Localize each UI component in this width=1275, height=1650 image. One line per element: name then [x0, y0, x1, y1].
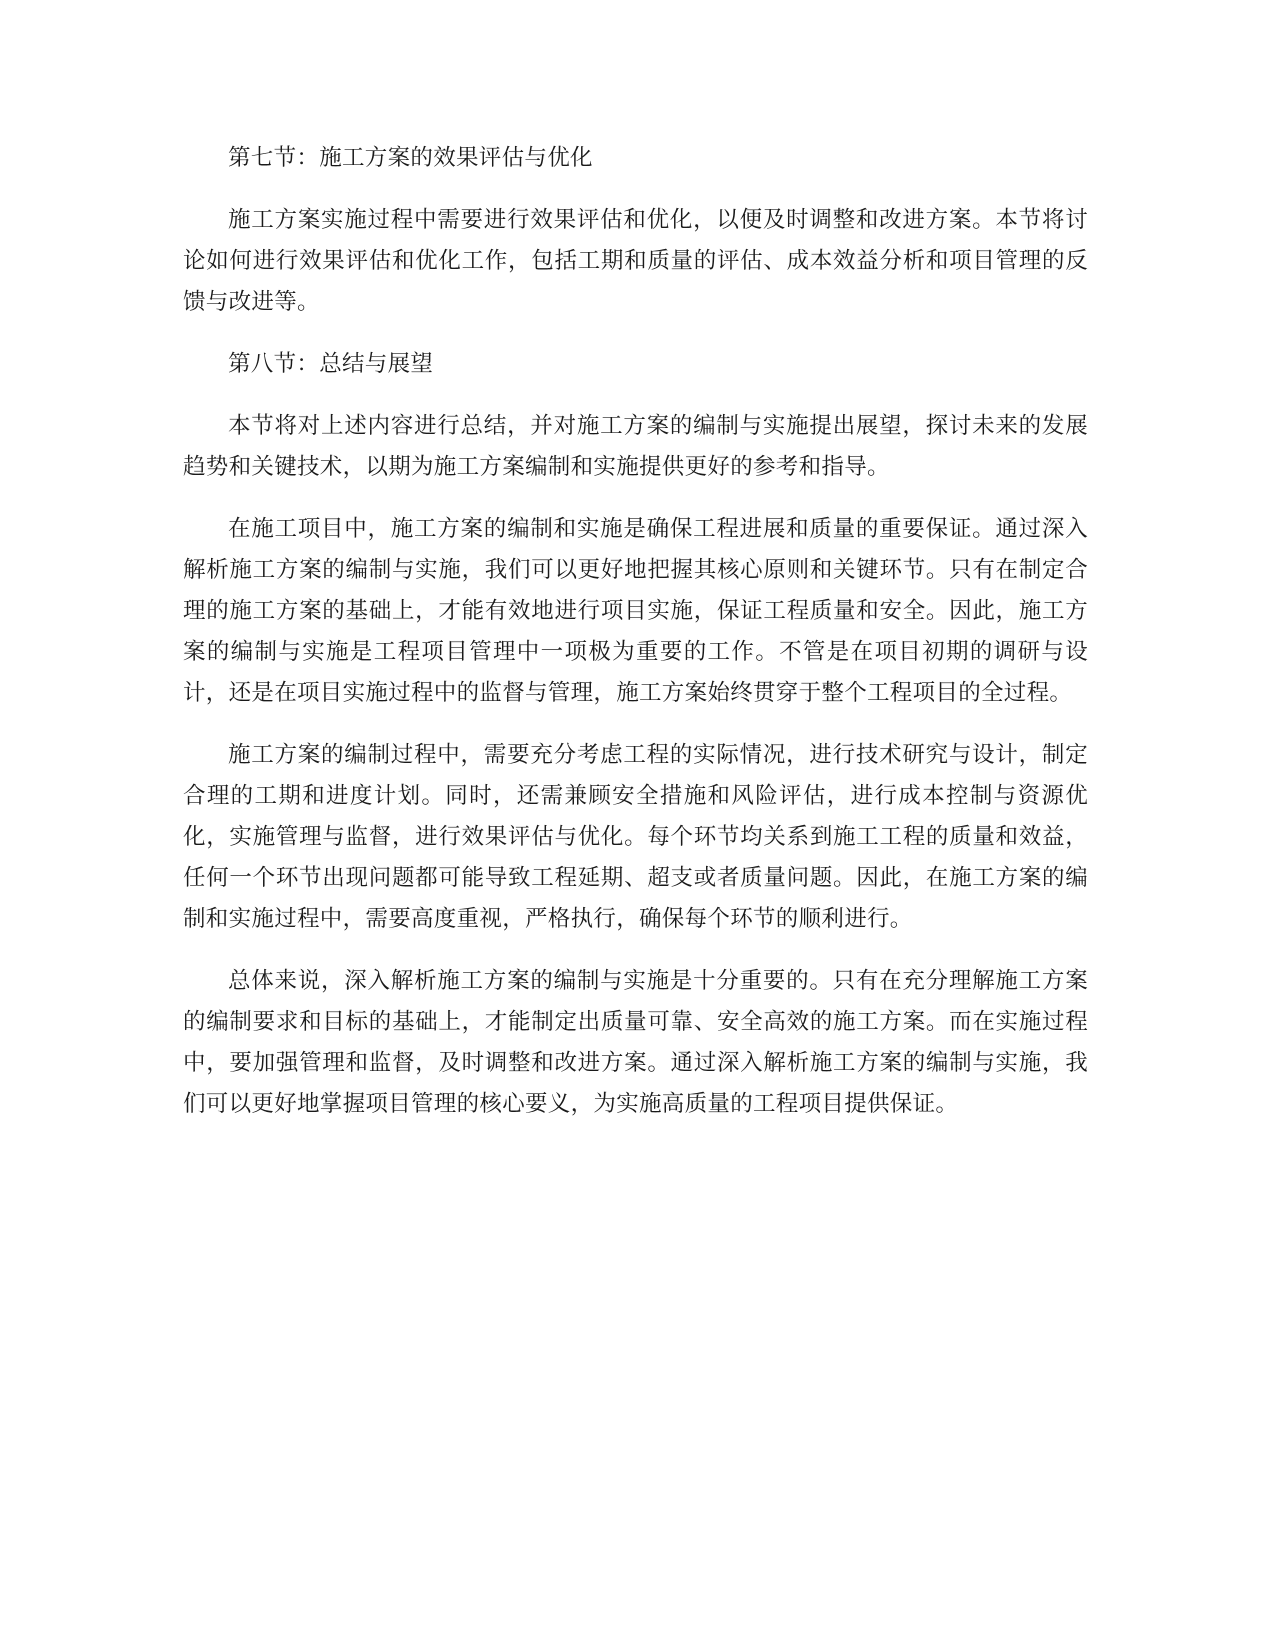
- paragraph-process: 施工方案的编制过程中，需要充分考虑工程的实际情况，进行技术研究与设计，制定合理的工期和进度计划。同时，还需兼顾安全措施和风险评估，进行成本控制与资源优化，实施管理与监督，进行效果评估与优化。每个环节均关系到施工工程的质量和效益，任何一个环节出现问题都可能导致工程延期、超支或者质量问题。因此，在施工方案的编制和实施过程中，需要高度重视，严格执行，确保每个环节的顺利进行。: [183, 742, 1088, 932]
- paragraph-conclusion: 总体来说，深入解析施工方案的编制与实施是十分重要的。只有在充分理解施工方案的编制要求和目标的基础上，才能制定出质量可靠、安全高效的施工方案。而在实施过程中，要加强管理和监督，及时调整和改进方案。通过深入解析施工方案的编制与实施，我们可以更好地掌握项目管理的核心要义，为实施高质量的工程项目提供保证。: [183, 968, 1088, 1117]
- document-body: [183, 138, 1088, 1146]
- section-heading-7: 第七节：施工方案的效果评估与优化: [228, 145, 593, 171]
- section-heading-8: 第八节：总结与展望: [228, 351, 434, 377]
- paragraph-section-7: 施工方案实施过程中需要进行效果评估和优化，以便及时调整和改进方案。本节将讨论如何进行效果评估和优化工作，包括工期和质量的评估、成本效益分析和项目管理的反馈与改进等。: [183, 207, 1088, 315]
- paragraph-importance: 在施工项目中，施工方案的编制和实施是确保工程进展和质量的重要保证。通过深入解析施工方案的编制与实施，我们可以更好地把握其核心原则和关键环节。只有在制定合理的施工方案的基础上，才能有效地进行项目实施，保证工程质量和安全。因此，施工方案的编制与实施是工程项目管理中一项极为重要的工作。不管是在项目初期的调研与设计，还是在项目实施过程中的监督与管理，施工方案始终贯穿于整个工程项目的全过程。: [183, 516, 1088, 706]
- paragraph-section-8: 本节将对上述内容进行总结，并对施工方案的编制与实施提出展望，探讨未来的发展趋势和关键技术，以期为施工方案编制和实施提供更好的参考和指导。: [183, 413, 1088, 480]
